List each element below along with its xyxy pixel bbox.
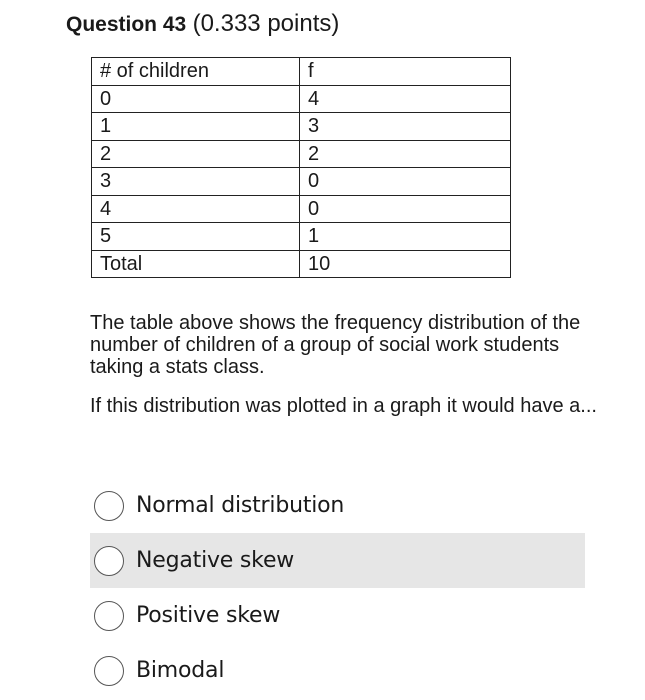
question-number: Question 43 [66,13,187,36]
option-label: Normal distribution [136,493,345,518]
question-header [66,6,339,42]
radio-button[interactable] [94,546,124,576]
frequency-table [91,57,511,278]
table-header-cell: # of children [92,58,300,86]
table-cell: 1 [300,223,511,251]
table-cell: 0 [300,168,511,196]
option-normal-distribution[interactable] [90,478,585,533]
table-cell: 0 [92,85,300,113]
table-cell: 10 [300,250,511,278]
description-paragraph: The table above shows the frequency distribution of the number of children of a group of social work students taking a stats class. [90,312,581,378]
table-row [92,168,511,196]
option-negative-skew[interactable] [90,533,585,588]
option-label: Bimodal [136,658,225,683]
option-label: Positive skew [136,603,281,628]
option-bimodal[interactable] [90,643,585,698]
table-header-cell: f [300,58,511,86]
table-row [92,113,511,141]
table-cell: 2 [92,140,300,168]
table-cell: 2 [300,140,511,168]
table-cell: 5 [92,223,300,251]
table-row [92,223,511,251]
question-prompt: If this distribution was plotted in a graph it would have a... [90,395,597,417]
option-positive-skew[interactable] [90,588,585,643]
table-row [92,85,511,113]
table-cell: Total [92,250,300,278]
table-row [92,195,511,223]
table-header-row [92,58,511,86]
table-row [92,140,511,168]
question-description [90,312,600,434]
radio-button[interactable] [94,491,124,521]
table-cell: 4 [300,85,511,113]
table-cell: 4 [92,195,300,223]
question-points: (0.333 points) [192,10,340,37]
table-cell: 3 [92,168,300,196]
radio-button[interactable] [94,601,124,631]
answer-options [90,478,585,698]
table-cell: 3 [300,113,511,141]
table-cell: 1 [92,113,300,141]
table-cell: 0 [300,195,511,223]
table-total-row [92,250,511,278]
radio-button[interactable] [94,656,124,686]
option-label: Negative skew [136,548,295,573]
